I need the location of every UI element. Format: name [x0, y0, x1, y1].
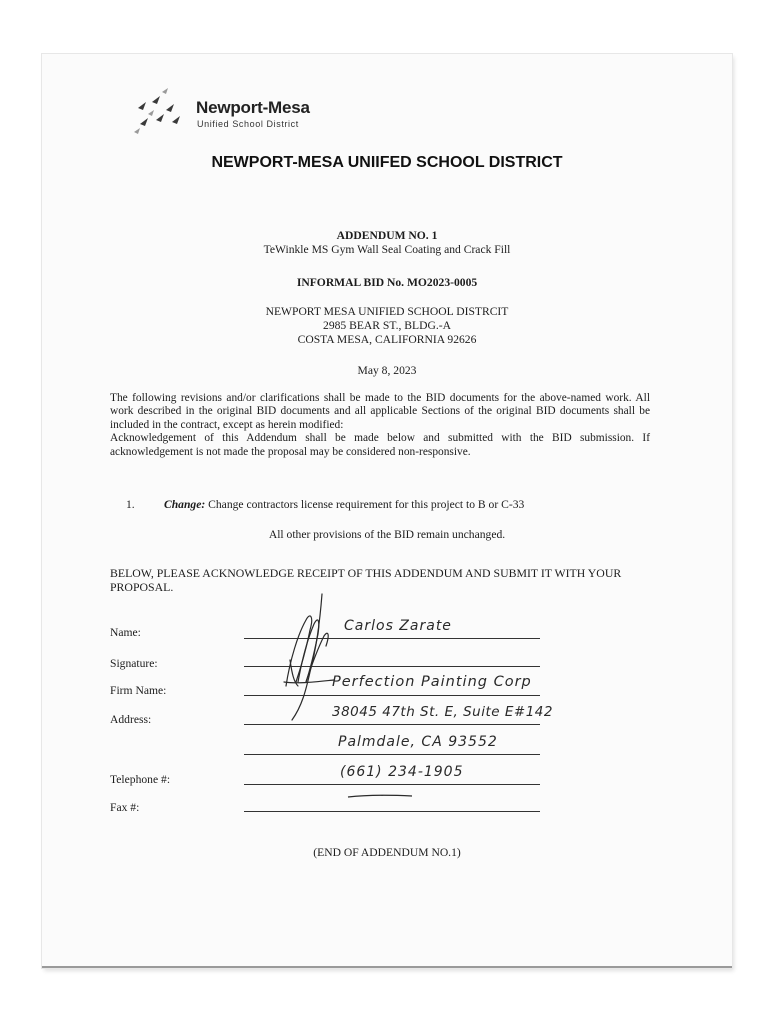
fax-line [244, 811, 540, 812]
logo-subtitle: Unified School District [197, 119, 299, 129]
item-number: 1. [126, 498, 135, 511]
fax-label: Fax #: [110, 801, 140, 814]
bird-flock-icon [130, 88, 190, 138]
name-label: Name: [110, 626, 141, 639]
handwritten-address-line1: 38045 47th St. E, Suite E#142 [332, 704, 553, 720]
address-line-2 [244, 754, 540, 755]
intro-text-1: The following revisions and/or clarifications shall be made to the BID documents for the above-named work. All work described in the original BID documents and all applicable Sections of the original BID documents shall be included in the contract, except as herein modified: [110, 392, 650, 431]
acknowledge-instruction: BELOW, PLEASE ACKNOWLEDGE RECEIPT OF THIS ADDENDUM AND SUBMIT IT WITH YOUR PROPOSAL. [110, 566, 622, 594]
handwritten-firm-name: Perfection Painting Corp [332, 674, 532, 690]
telephone-label: Telephone #: [110, 773, 171, 786]
document-page [42, 54, 732, 968]
handwritten-telephone: (661) 234-1905 [340, 764, 464, 780]
project-name: TeWinkle MS Gym Wall Seal Coating and Crack Fill [263, 243, 511, 256]
logo-name: Newport-Mesa [196, 98, 310, 117]
change-label: Change: [164, 498, 206, 511]
signature-label: Signature: [110, 657, 158, 670]
organization-address-line1: 2985 BEAR ST., BLDG.-A [323, 319, 451, 332]
firm-name-label: Firm Name: [110, 684, 167, 697]
fax-dash-mark [346, 792, 416, 800]
organization-address-line2: COSTA MESA, CALIFORNIA 92626 [297, 333, 477, 346]
addendum-number: ADDENDUM NO. 1 [336, 229, 438, 242]
change-text: Change contractors license requirement for this project to B or C-33 [208, 498, 525, 511]
intro-text-2: Acknowledgement of this Addendum shall be made below and submitted with the BID submission. If acknowledgement is not made the proposal may be considered non-responsive. [110, 432, 650, 458]
handwritten-name: Carlos Zarate [344, 618, 452, 634]
organization-name: NEWPORT MESA UNIFIED SCHOOL DISTRCIT [265, 305, 509, 318]
addendum-date: May 8, 2023 [357, 364, 417, 377]
signature-scribble [280, 590, 340, 722]
address-label: Address: [110, 713, 152, 726]
telephone-line [244, 784, 540, 785]
handwritten-address-line2: Palmdale, CA 93552 [338, 734, 498, 750]
unchanged-note: All other provisions of the BID remain unchanged. [268, 528, 506, 541]
bid-number: INFORMAL BID No. MO2023-0005 [296, 276, 478, 289]
address-line-1 [244, 724, 540, 725]
intro-paragraph [110, 392, 650, 459]
district-logo [130, 88, 330, 138]
document-title: NEWPORT-MESA UNIIFED SCHOOL DISTRICT [211, 154, 563, 171]
end-of-addendum: (END OF ADDENDUM NO.1) [313, 846, 461, 859]
change-item [164, 498, 524, 511]
